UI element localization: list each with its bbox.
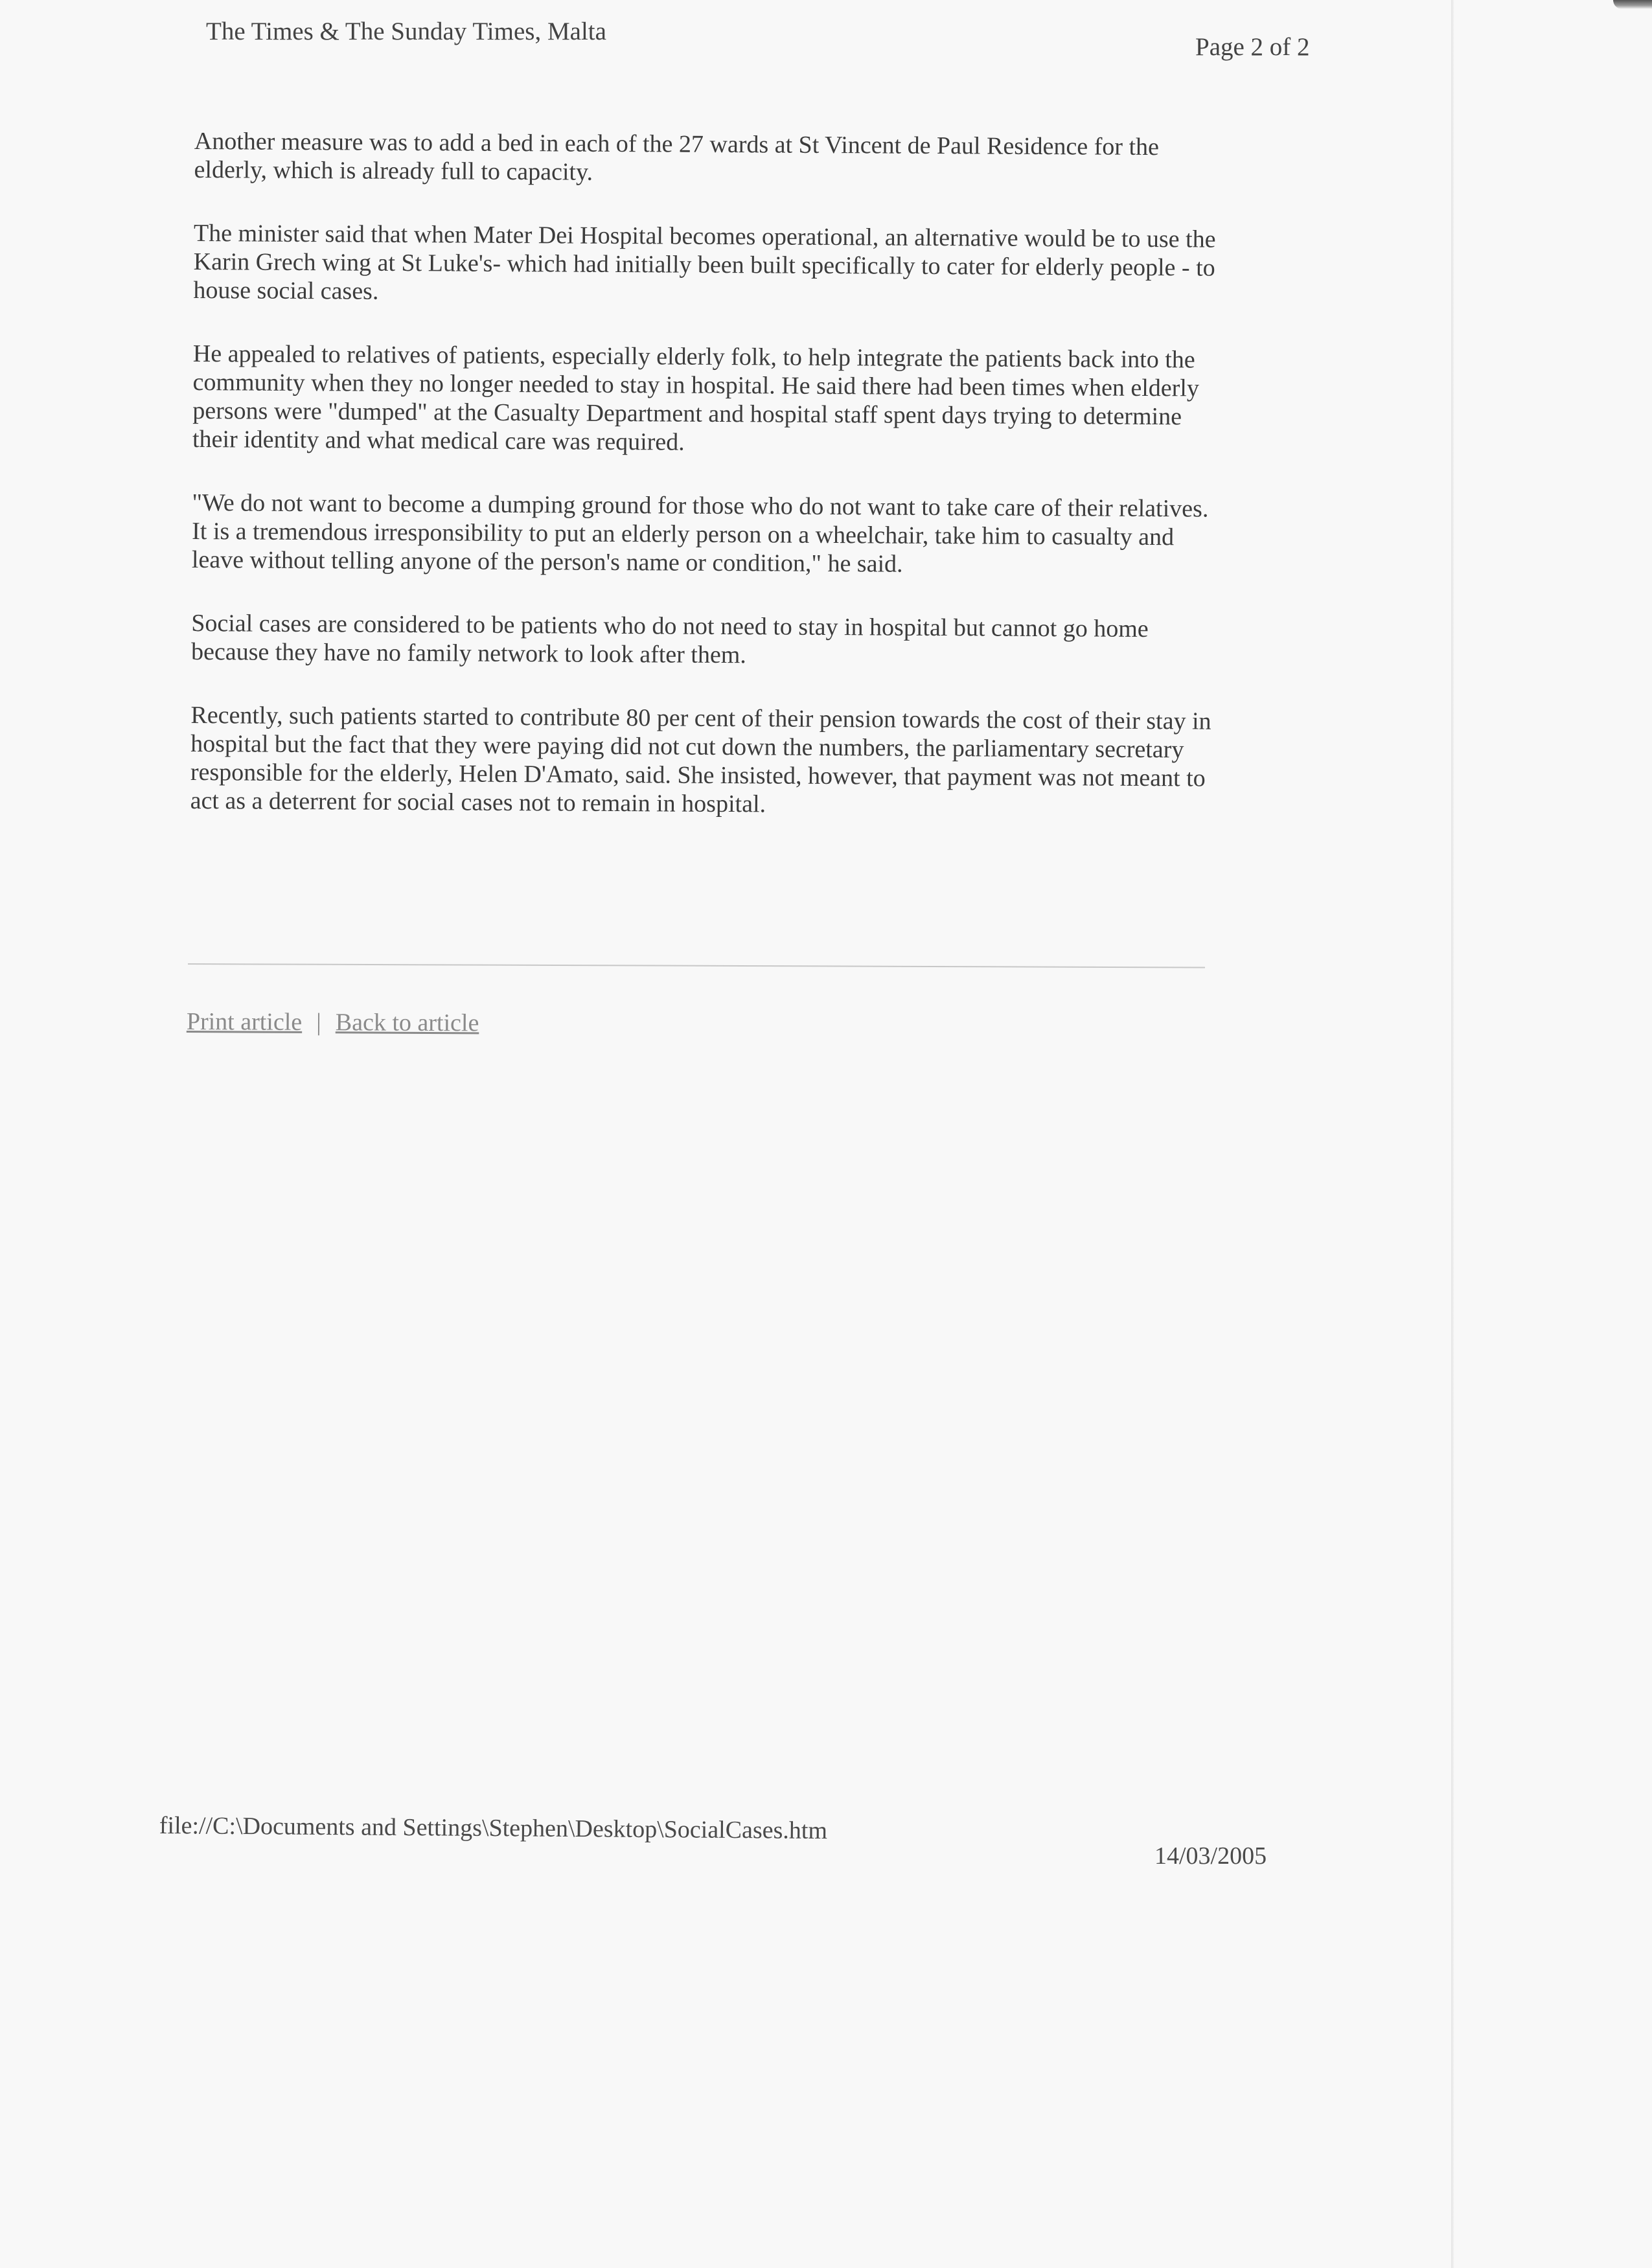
article-paragraph: Another measure was to add a bed in each of the 27 wards at St Vincent de Paul Residence for the elderly, which is already full to capacity. xyxy=(194,127,1160,186)
article-paragraph: "We do not want to become a dumping ground for those who do not want to take care of their relatives. It is a tremendous irresponsibility to put an elderly person on a wheelchair, take him to casualty and leave without telling anyone of the person's name or condition," he said. xyxy=(191,488,1209,578)
header-page-number: Page 2 of 2 xyxy=(1195,33,1310,61)
header-source-title: The Times & The Sunday Times, Malta xyxy=(206,17,606,45)
article-links xyxy=(187,1007,479,1037)
article-paragraph: He appealed to relatives of patients, especially elderly folk, to help integrate the patients back into the community when they no longer needed to stay in hospital. He said there had been times when elderly persons were "dumped" at the Casualty Department and hospital staff spent days trying to determine their identity and what medical care was required. xyxy=(192,339,1200,456)
article-paragraph: Social cases are considered to be patients who do not need to stay in hospital but cannot go home because they have no family network to look after them. xyxy=(190,609,1149,669)
article-paragraph: The minister said that when Mater Dei Hospital becomes operational, an alternative would be to use the Karin Grech wing at St Luke's- which had initially been built specifically to cater for elderly people - to house social cases. xyxy=(193,219,1216,305)
footer-print-date: 14/03/2005 xyxy=(1154,1842,1267,1870)
back-to-article-link[interactable]: Back to article xyxy=(335,1009,479,1037)
link-separator: | xyxy=(316,1009,321,1037)
print-article-link[interactable]: Print article xyxy=(186,1008,303,1036)
footer-file-path: file://C:\Documents and Settings\Stephen\Desktop\SocialCases.htm xyxy=(159,1812,828,1845)
article-body xyxy=(190,127,1218,856)
horizontal-divider xyxy=(188,963,1205,968)
article-paragraph: Recently, such patients started to contribute 80 per cent of their pension towards the cost of their stay in hospital but the fact that they were paying did not cut down the numbers, the parliamentary secretary responsible for the elderly, Helen D'Amato, said. She insisted, however, that payment was not meant to act as a deterrent for social cases not to remain in hospital. xyxy=(190,701,1211,818)
scan-corner-shadow xyxy=(1613,0,1652,9)
scan-page-edge xyxy=(1451,0,1454,2268)
